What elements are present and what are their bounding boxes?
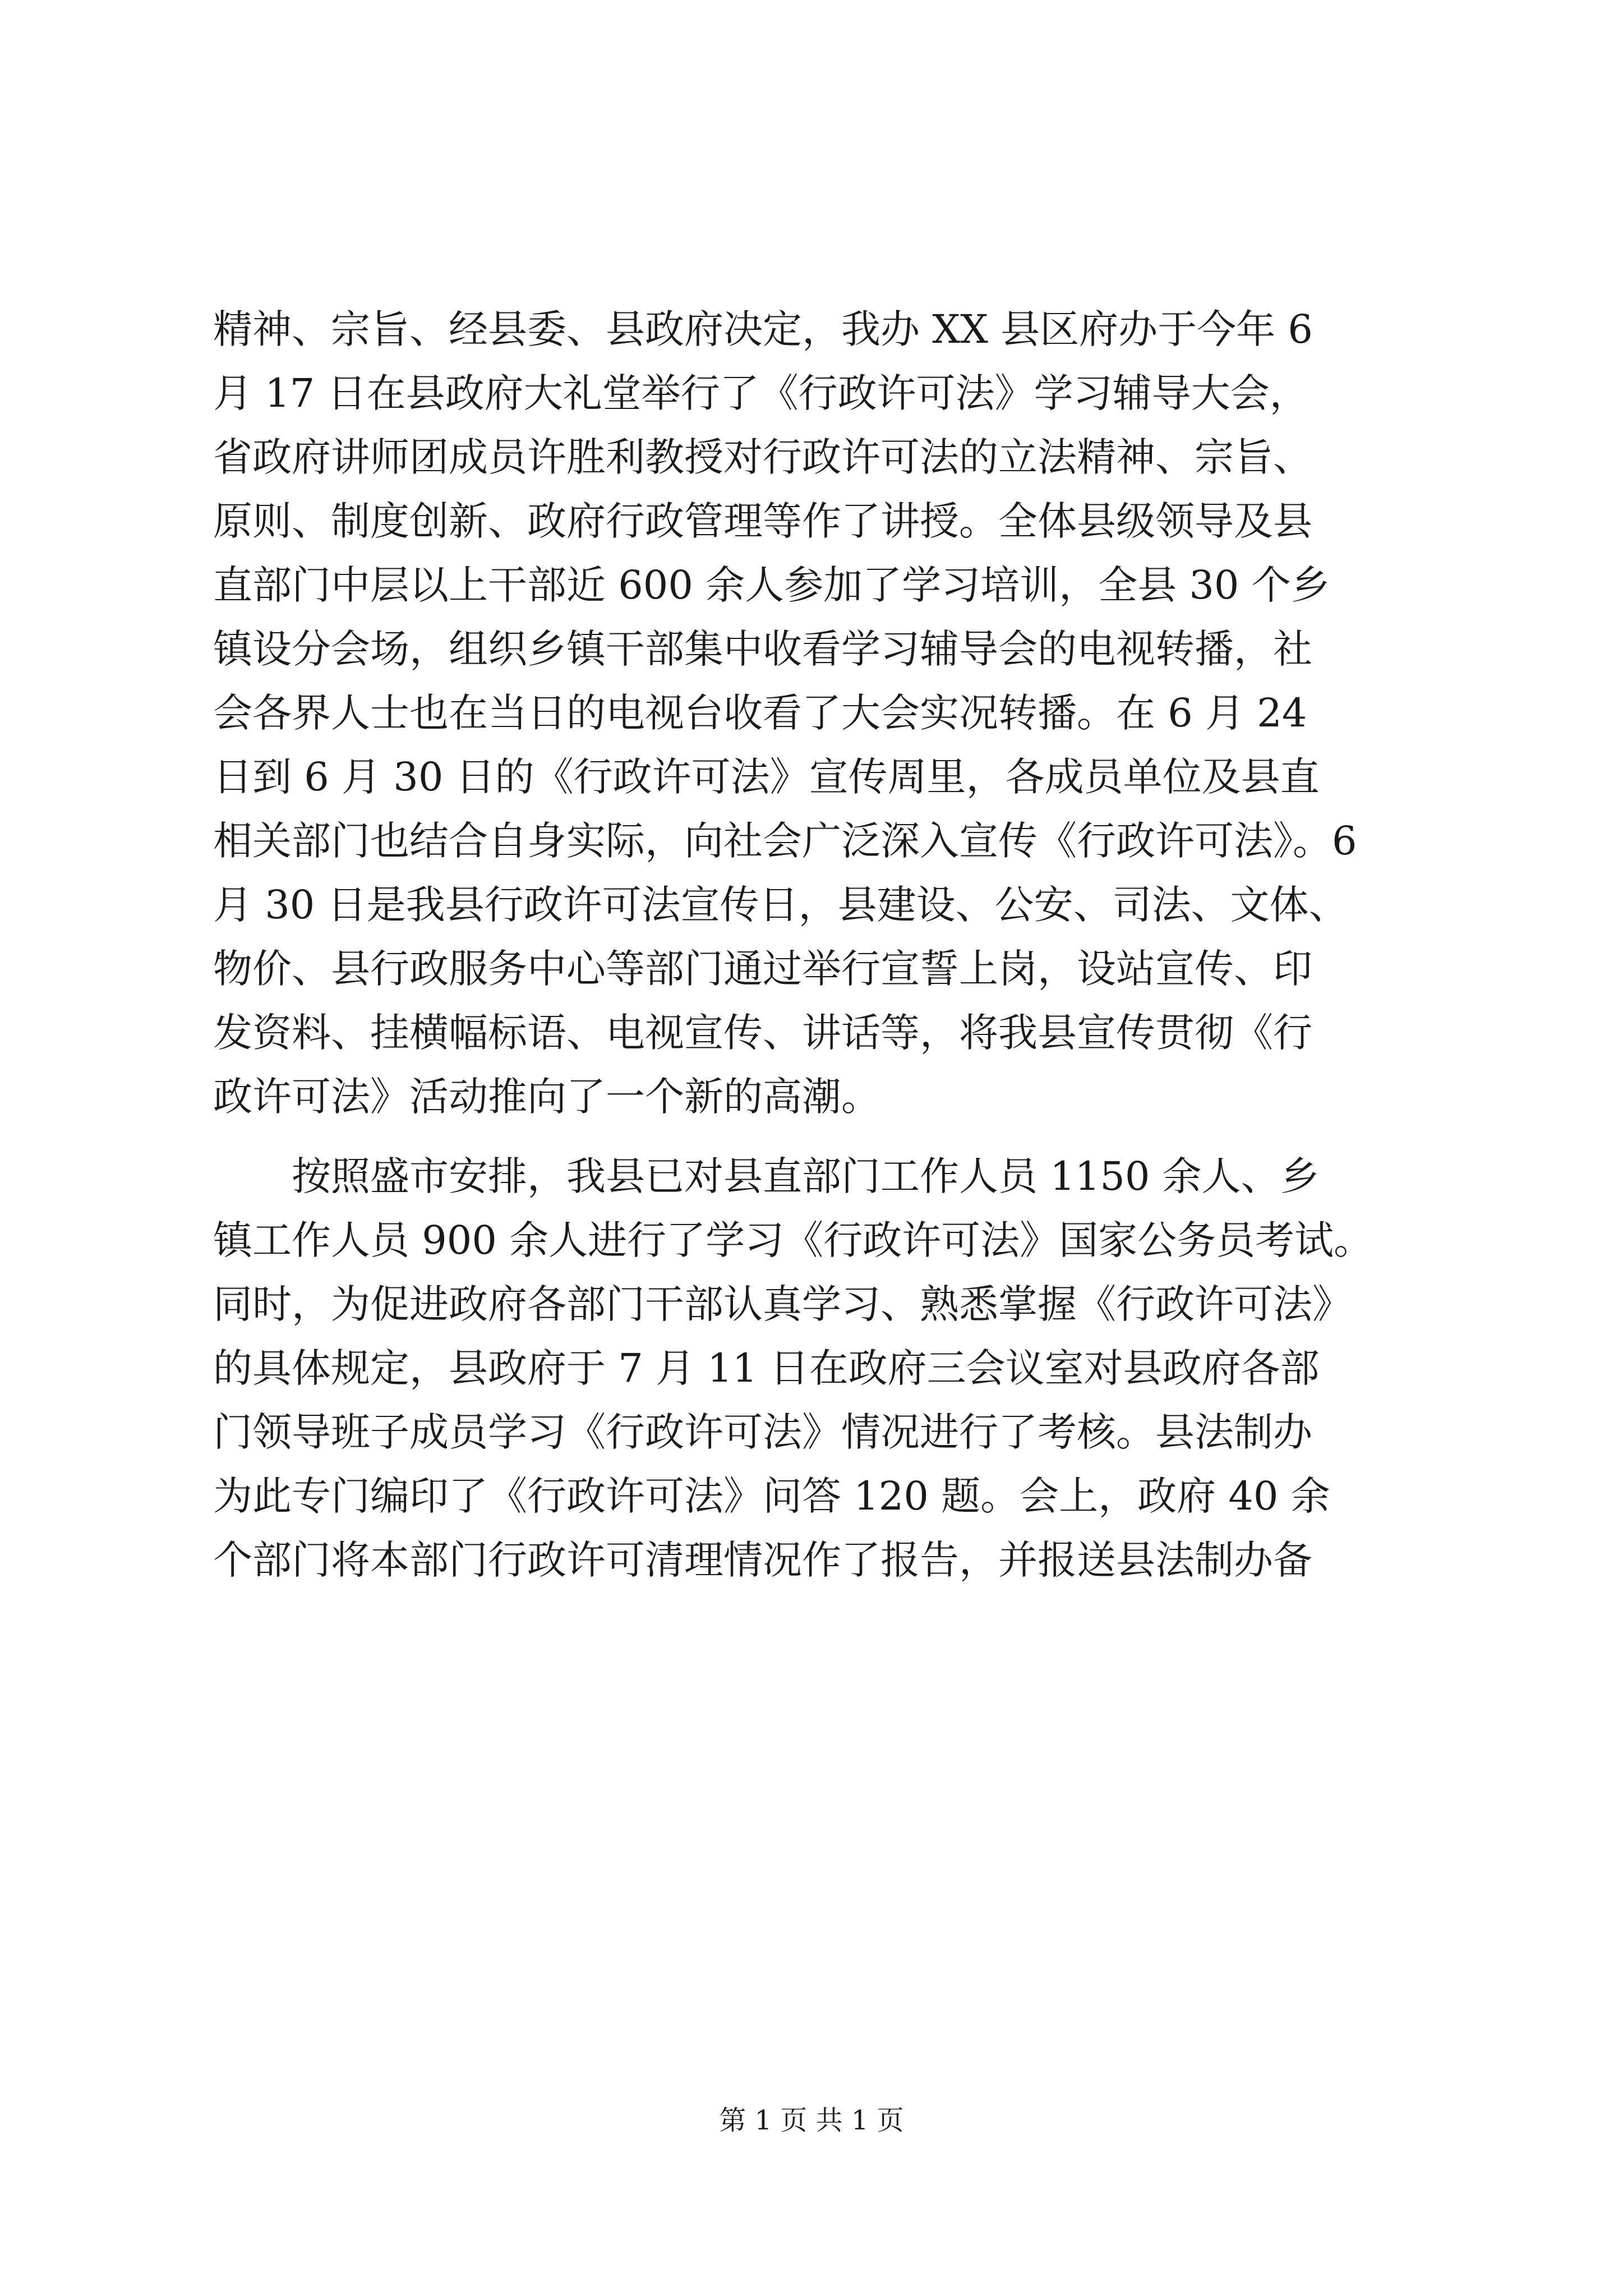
paragraph-2 [213, 1144, 1447, 1592]
document-body [213, 297, 1447, 1592]
page-footer [0, 2098, 1623, 2143]
text-line: 直部门中层以上干部近 600 余人参加了学习培训，全县 30 个乡 [213, 562, 1330, 608]
paragraph-1 [213, 297, 1447, 1129]
text-line: 门领导班子成员学习《行政许可法》情况进行了考核。县法制办 [213, 1409, 1312, 1455]
text-line: 会各界人士也在当日的电视台收看了大会实况转播。在 6 月 24 [213, 690, 1307, 736]
text-line: 相关部门也结合自身实际，向社会广泛深入宣传《行政许可法》。6 [213, 818, 1357, 864]
text-line: 月 17 日在县政府大礼堂举行了《行政许可法》学习辅导大会， [213, 370, 1309, 416]
text-line: 省政府讲师团成员许胜利教授对行政许可法的立法精神、宗旨、 [213, 434, 1312, 480]
text-line: 按照盛市安排，我县已对县直部门工作人员 1150 余人、乡 [213, 1153, 1320, 1199]
text-line: 精神、宗旨、经县委、县政府决定，我办 XX 县区府办于今年 6 [213, 306, 1313, 352]
text-line: 个部门将本部门行政许可清理情况作了报告，并报送县法制办备 [213, 1537, 1312, 1583]
text-line: 同时，为促进政府各部门干部认真学习、熟悉掌握《行政许可法》 [213, 1281, 1352, 1327]
text-line: 镇工作人员 900 余人进行了学习《行政许可法》国家公务员考试。 [213, 1217, 1373, 1263]
page-number-label: 第 1 页 共 1 页 [719, 2105, 904, 2136]
text-line: 日到 6 月 30 日的《行政许可法》宣传周里，各成员单位及县直 [213, 754, 1320, 800]
text-line: 的具体规定，县政府于 7 月 11 日在政府三会议室对县政府各部 [213, 1345, 1320, 1391]
text-line: 为此专门编印了《行政许可法》问答 120 题。会上，政府 40 余 [213, 1473, 1330, 1519]
text-line: 镇设分会场，组织乡镇干部集中收看学习辅导会的电视转播，社 [213, 626, 1312, 672]
text-line: 原则、制度创新、政府行政管理等作了讲授。全体县级领导及县 [213, 498, 1312, 544]
paragraph-gap [213, 1129, 1447, 1144]
text-line: 物价、县行政服务中心等部门通过举行宣誓上岗，设站宣传、印 [213, 946, 1312, 992]
text-line: 发资料、挂横幅标语、电视宣传、讲话等，将我县宣传贯彻《行 [213, 1010, 1312, 1056]
text-line: 政许可法》活动推向了一个新的高潮。 [213, 1074, 880, 1120]
text-line: 月 30 日是我县行政许可法宣传日，县建设、公安、司法、文体、 [213, 882, 1348, 928]
